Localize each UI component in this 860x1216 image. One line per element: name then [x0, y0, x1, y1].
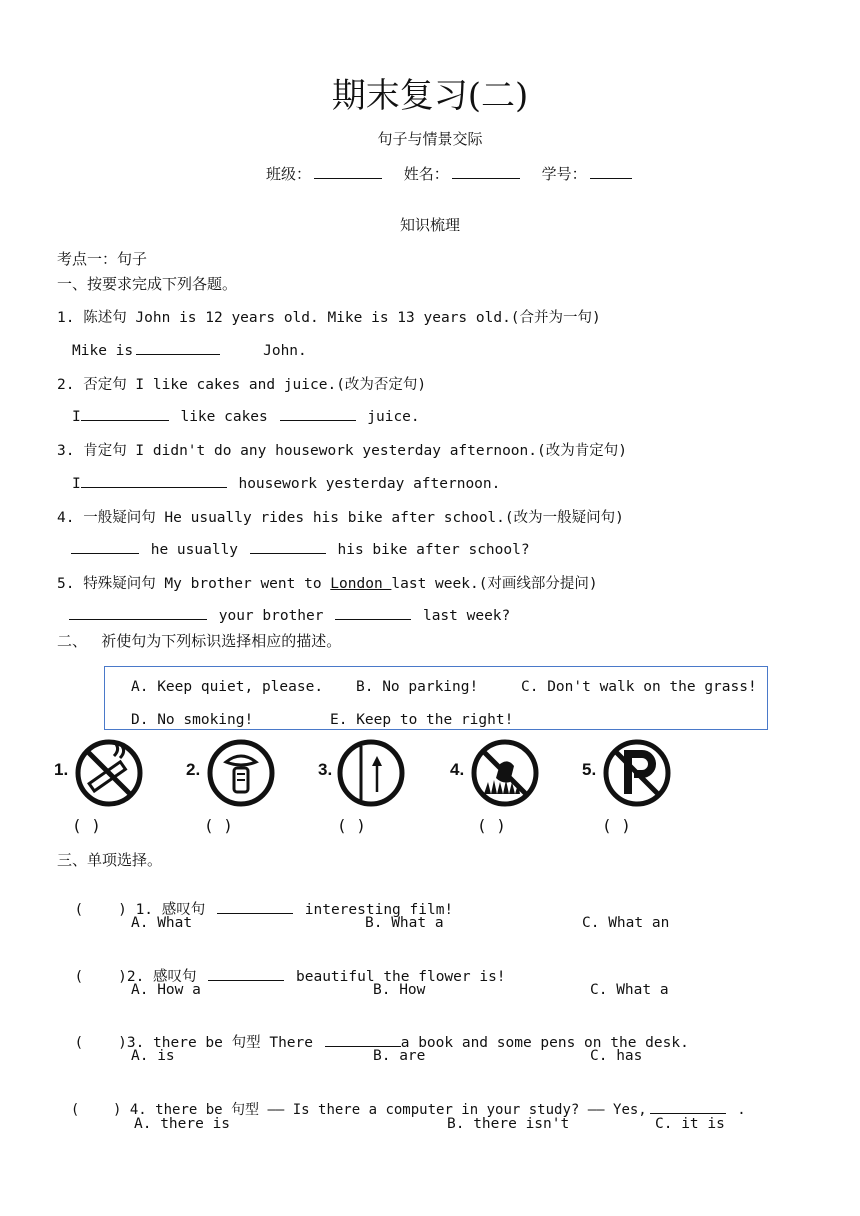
answer-blank[interactable]	[335, 605, 411, 620]
answer-blank[interactable]	[208, 966, 284, 981]
sign-3	[318, 738, 408, 808]
answer-text: I	[72, 476, 81, 492]
keep-right-icon	[336, 738, 406, 808]
id-blank[interactable]	[590, 164, 632, 179]
part1-q5	[57, 572, 598, 593]
section-title: 知识梳理	[399, 216, 460, 234]
page-title: 期末复习(二)	[331, 76, 529, 116]
option-b: B. No parking!	[356, 679, 479, 695]
sign-1	[54, 738, 144, 808]
part1-q4-answer	[68, 539, 530, 558]
answer-blank[interactable]	[71, 539, 139, 554]
answer-blank[interactable]	[81, 406, 169, 421]
part3-heading: 三、单项选择。	[57, 851, 163, 869]
class-blank[interactable]	[314, 164, 382, 179]
option-a: A. Keep quiet, please.	[131, 679, 324, 695]
no-parking-icon	[602, 738, 672, 808]
q1-option-c: C. What an	[582, 915, 670, 931]
student-info-line	[266, 163, 635, 184]
answer-blank[interactable]	[280, 406, 356, 421]
part3-q3	[57, 1015, 689, 1052]
question-text: a book and some pens on the desk.	[400, 1035, 689, 1051]
answer-text: your brother	[218, 608, 324, 624]
sign-5-answer[interactable]: ( )	[602, 816, 631, 835]
part1-q1-answer	[72, 340, 307, 359]
part1-q3: 3. 肯定句 I didn't do any housework yesterday afternoon.(改为肯定句)	[57, 443, 627, 459]
answer-text: last week?	[422, 608, 511, 624]
answer-blank[interactable]	[650, 1099, 726, 1114]
sign-2	[186, 738, 276, 808]
q4-option-b: B. there isn't	[447, 1116, 570, 1132]
answer-blank[interactable]	[325, 1032, 401, 1047]
class-label: 班级：	[266, 165, 312, 183]
page-subtitle: 句子与情景交际	[377, 130, 483, 148]
answer-paren[interactable]: ( )3.	[74, 1035, 145, 1051]
name-label: 姓名：	[403, 165, 449, 183]
sign-1-answer[interactable]: ( )	[72, 816, 101, 835]
option-c: C. Don't walk on the grass!	[521, 679, 757, 695]
option-d: D. No smoking!	[131, 712, 254, 728]
answer-blank[interactable]	[250, 539, 326, 554]
q2-option-a: A. How a	[131, 982, 201, 998]
part1-q5-answer	[66, 605, 510, 624]
sign-number: 4.	[450, 760, 465, 779]
question-text: there be 句型 —— Is there a computer in your study? —— Yes,	[155, 1102, 647, 1118]
name-blank[interactable]	[452, 164, 520, 179]
question-text: .	[737, 1102, 746, 1118]
question-text: 5. 特殊疑问句 My brother went to	[57, 576, 322, 592]
answer-text: I	[72, 409, 81, 425]
sign-number: 3.	[318, 760, 333, 779]
sign-3-answer[interactable]: ( )	[337, 816, 366, 835]
part3-q2	[57, 949, 506, 986]
sign-2-answer[interactable]: ( )	[204, 816, 233, 835]
q3-option-c: C. has	[590, 1048, 643, 1064]
part1-q1: 1. 陈述句 John is 12 years old. Mike is 13 years old.(合并为一句)	[57, 310, 601, 326]
answer-text: Mike is	[72, 343, 134, 359]
q4-option-a: A. there is	[134, 1116, 231, 1132]
sign-5	[582, 738, 672, 808]
q3-option-b: B. are	[373, 1048, 426, 1064]
part3-q1	[57, 882, 453, 919]
option-e: E. Keep to the right!	[330, 712, 514, 728]
answer-text: juice.	[367, 409, 420, 425]
question-text: beautiful the flower is!	[296, 969, 506, 985]
part1-q2: 2. 否定句 I like cakes and juice.(改为否定句)	[57, 377, 427, 393]
part1-q4: 4. 一般疑问句 He usually rides his bike after school.(改为一般疑问句)	[57, 510, 624, 526]
question-text: 感叹句	[153, 969, 197, 985]
q2-option-b: B. How	[373, 982, 426, 998]
question-text: interesting film!	[304, 902, 454, 918]
sign-number: 1.	[54, 760, 69, 779]
part1-q3-answer	[72, 473, 500, 492]
sign-4	[450, 738, 540, 808]
answer-text: he usually	[150, 542, 239, 558]
part1-heading: 一、按要求完成下列各题。	[57, 275, 238, 293]
id-label: 学号：	[541, 165, 587, 183]
question-text: 感叹句	[161, 902, 206, 918]
answer-blank[interactable]	[81, 473, 227, 488]
q1-option-a: A. What	[131, 915, 193, 931]
point-heading: 考点一：句子	[57, 250, 148, 268]
sign-number: 2.	[186, 760, 201, 779]
part2-heading: 二、 祈使句为下列标识选择相应的描述。	[57, 632, 342, 650]
answer-text: his bike after school?	[337, 542, 530, 558]
underlined-word: London	[330, 576, 392, 592]
answer-paren[interactable]: ( )2.	[74, 969, 145, 985]
no-walking-on-grass-icon	[470, 738, 540, 808]
no-smoking-icon	[74, 738, 144, 808]
q3-option-a: A. is	[131, 1048, 175, 1064]
part3-q4	[54, 1083, 746, 1119]
sign-number: 5.	[582, 760, 597, 779]
question-text: last week.(对画线部分提问)	[391, 576, 598, 592]
answer-paren[interactable]: ( ) 4.	[70, 1102, 147, 1118]
question-text: there be 句型 There	[153, 1035, 313, 1051]
answer-blank[interactable]	[136, 340, 220, 355]
q4-option-c: C. it is	[655, 1116, 725, 1132]
keep-quiet-icon	[206, 738, 276, 808]
answer-blank[interactable]	[217, 899, 293, 914]
part1-q2-answer	[72, 406, 420, 425]
answer-paren[interactable]: ( ) 1.	[74, 902, 154, 918]
q2-option-c: C. What a	[590, 982, 669, 998]
answer-text: housework yesterday afternoon.	[238, 476, 501, 492]
answer-text: John.	[263, 343, 307, 359]
sign-4-answer[interactable]: ( )	[477, 816, 506, 835]
answer-blank[interactable]	[69, 605, 207, 620]
answer-text: like cakes	[180, 409, 268, 425]
q1-option-b: B. What a	[365, 915, 444, 931]
